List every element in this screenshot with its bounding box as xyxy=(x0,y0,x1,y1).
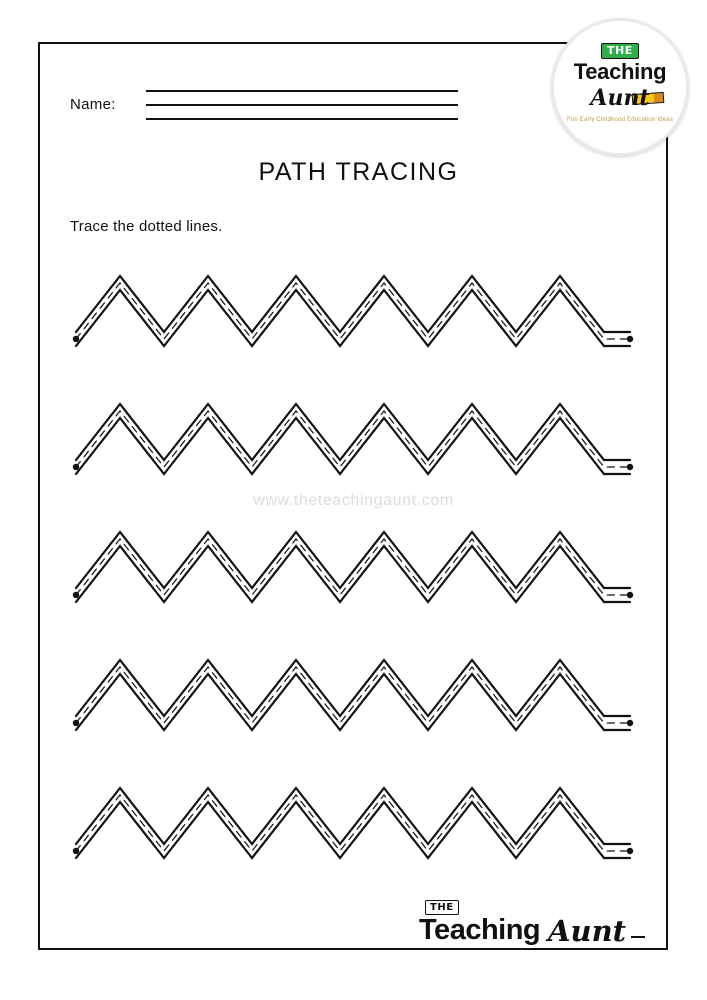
zigzag-row-3[interactable] xyxy=(60,528,650,614)
footer-dash xyxy=(631,936,645,938)
start-dot xyxy=(73,720,79,726)
zigzag-path-2 xyxy=(60,400,650,486)
badge-word-teaching: Teaching xyxy=(573,59,667,84)
end-dot xyxy=(627,848,633,854)
start-dot xyxy=(73,592,79,598)
end-dot xyxy=(627,592,633,598)
end-dot xyxy=(627,336,633,342)
footer-the-chip: THE xyxy=(425,900,459,915)
badge-tagline: Fun Early Childhood Education Ideas xyxy=(566,117,674,123)
instruction-text: Trace the dotted lines. xyxy=(70,218,223,235)
end-dot xyxy=(627,720,633,726)
zigzag-row-5[interactable] xyxy=(60,784,650,870)
page-title-text: PATH TRACING xyxy=(258,158,459,186)
name-line-3 xyxy=(146,118,458,120)
name-line-2 xyxy=(146,104,458,106)
zigzag-path-5 xyxy=(60,784,650,870)
zigzag-row-2[interactable] xyxy=(60,400,650,486)
tracing-rows xyxy=(60,272,650,872)
brand-badge-logo xyxy=(551,18,689,156)
name-label: Name: xyxy=(70,96,116,113)
zigzag-row-1[interactable] xyxy=(60,272,650,358)
badge-the-chip: THE xyxy=(601,43,639,59)
name-writing-lines[interactable] xyxy=(146,88,458,124)
zigzag-path-1 xyxy=(60,272,650,358)
footer-brand-logo xyxy=(419,900,649,954)
page-title xyxy=(0,158,707,187)
end-dot xyxy=(627,464,633,470)
footer-word-aunt: Aunt xyxy=(548,914,627,948)
start-dot xyxy=(73,848,79,854)
zigzag-path-3 xyxy=(60,528,650,614)
badge-word-aunt: Aunt xyxy=(590,85,650,111)
zigzag-row-4[interactable] xyxy=(60,656,650,742)
name-line-1 xyxy=(146,90,458,92)
name-field-row xyxy=(70,88,460,128)
footer-word-teaching: Teaching xyxy=(419,914,541,946)
zigzag-path-4 xyxy=(60,656,650,742)
start-dot xyxy=(73,464,79,470)
start-dot xyxy=(73,336,79,342)
watermark-text: www.theteachingaunt.com xyxy=(253,492,454,509)
